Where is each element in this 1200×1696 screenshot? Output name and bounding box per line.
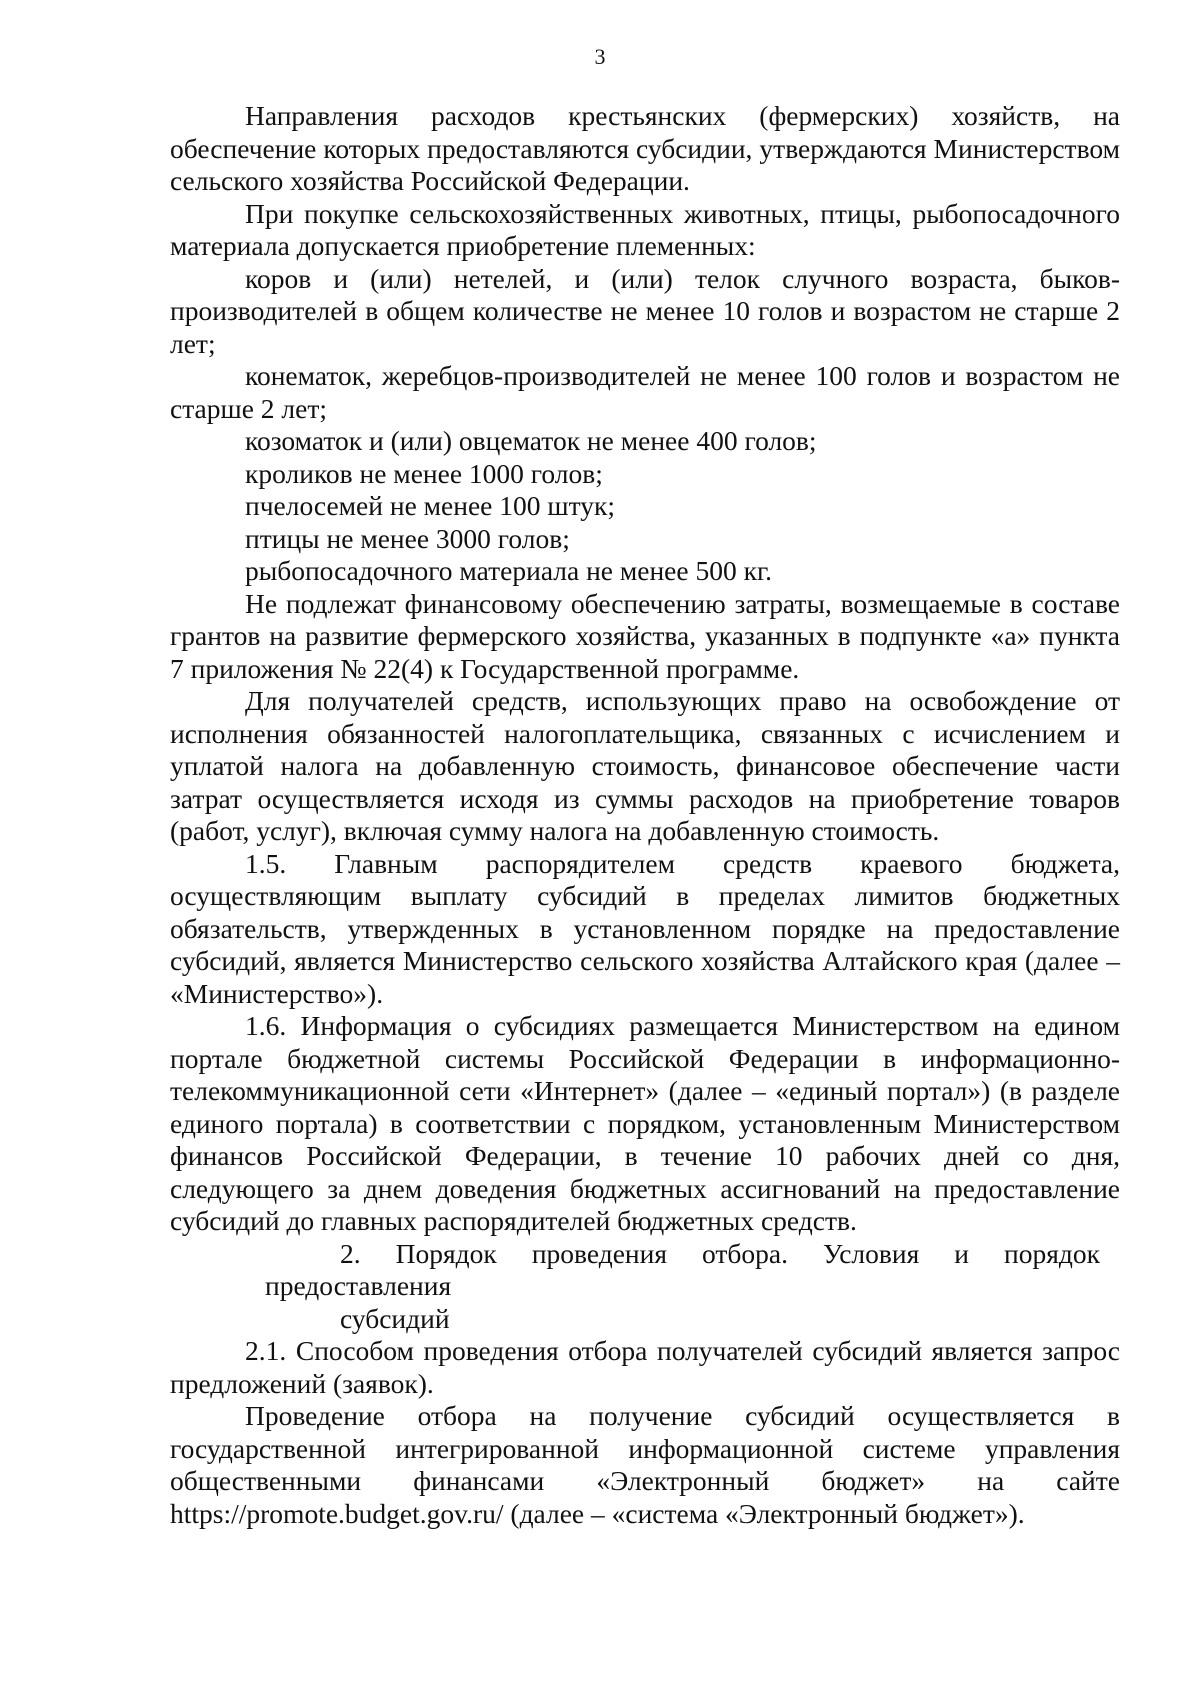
page-number: 3 — [594, 44, 606, 69]
paragraph-1-5: 1.5. Главным распорядителем средств краевого бюджета, осуществляющим выплату субсидий в пределах лимитов бюджетных обязательств, утвержденных в установленном порядке на предоставление субсидий, является Министерство сельского хозяйства Алтайского края (далее – «Министерство»). — [170, 847, 1120, 1009]
paragraph-purchase-conditions: При покупке сельскохозяйственных животных, птицы, рыбопосадочного материала допускается приобретение племенных: — [170, 197, 1120, 261]
section-heading — [170, 1238, 1120, 1336]
section-heading-line1: 2. Порядок проведения отбора. Условия и порядок предоставления — [265, 1237, 1100, 1301]
paragraph-2-1: 2.1. Способом проведения отбора получателей субсидий является запрос предложений (заявок). — [170, 1335, 1120, 1399]
list-item-bees: пчелосемей не менее 100 штук; — [245, 490, 615, 521]
paragraph-grant-exclusion: Не подлежат финансовому обеспечению затраты, возмещаемые в составе грантов на развитие фермерского хозяйства, указанных в подпункте «а» пункта 7 приложения № 22(4) к Государственной программе. — [170, 587, 1120, 684]
paragraph-cattle: коров и (или) нетелей, и (или) телок случного возраста, быков-производителей в общем количестве не менее 10 голов и возрастом не старше 2 лет; — [170, 262, 1120, 359]
list-item-rabbits: кроликов не менее 1000 голов; — [245, 457, 603, 489]
paragraph-horses: конематок, жеребцов-производителей не менее 100 голов и возрастом не старше 2 лет; — [170, 360, 1120, 424]
list-item-poultry: птицы не менее 3000 голов; — [245, 522, 570, 554]
paragraph-expense-directions: Направления расходов крестьянских (фермерских) хозяйств, на обеспечение которых предоставляются субсидии, утверждаются Министерством сельского хозяйства Российской Федерации. — [170, 100, 1120, 196]
list-item-fish: рыбопосадочного материала не менее 500 кг. — [245, 555, 773, 586]
paragraph-1-6: 1.6. Информация о субсидиях размещается Министерством на едином портале бюджетной системы Российской Федерации в информационно-телекоммуникационной сети «Интернет» (далее – «единый портал») (в разделе единого портала) в соответствии с порядком, установленным Министерством финансов Российской Федерации, в течение 10 рабочих дней со дня, следующего за днем доведения бюджетных ассигнований на предоставление субсидий до главных распорядителей бюджетных средств. — [170, 1010, 1120, 1236]
list-item-goats-sheep: козоматок и (или) овцематок не менее 400 голов; — [245, 425, 817, 456]
paragraph-electronic-budget: Проведение отбора на получение субсидий осуществляется в государственной интегрированной информационной системе управления общественными финансами «Электронный бюджет» на сайте https://promote.budget.gov.ru/ (далее – «система «Электронный бюджет»). — [170, 1400, 1120, 1529]
paragraph-vat: Для получателей средств, использующих право на освобождение от исполнения обязанностей налогоплательщика, связанных с исчислением и уплатой налога на добавленную стоимость, финансовое обеспечение части затрат осуществляется исходя из суммы расходов на приобретение товаров (работ, услуг), включая сумму налога на добавленную стоимость. — [170, 685, 1120, 846]
document-body — [170, 100, 1120, 1530]
section-heading-line2: субсидий — [340, 1302, 450, 1334]
